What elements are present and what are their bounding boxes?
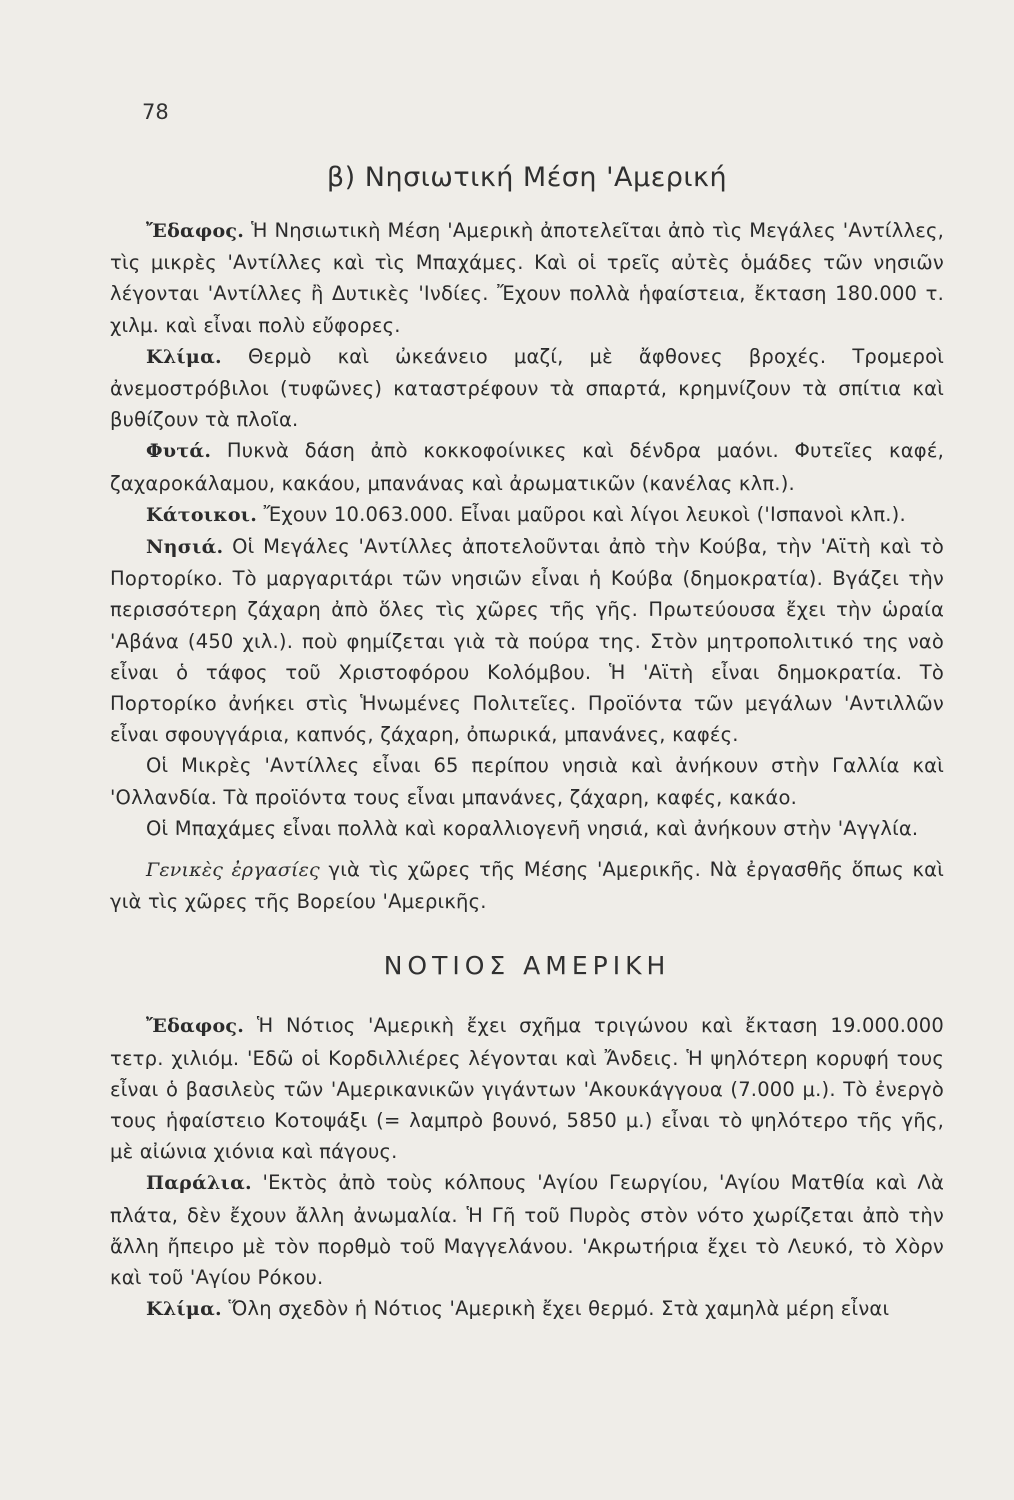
paragraph-text: 'Εκτὸς ἀπὸ τοὺς κόλπους 'Αγίου Γεωργίου, 'Αγίου Ματθία καὶ Λὰ πλάτα, δὲν ἔχουν ἄλλη ἀνωμαλία. Ἡ Γῆ τοῦ Πυρὸς στὸν νότο χωρίζεται ἀπὸ τὴν ἄλλη ἤπειρο μὲ τὸν πορθμὸ τοῦ Μαγγελάνου. 'Ακρωτήρια ἔχει τὸ Λευκό, τὸ Χὸρν καὶ τοῦ 'Αγίου Ρόκου. xyxy=(110,1171,945,1290)
paragraph-text: Οἱ Μικρὲς 'Αντίλλες εἶναι 65 περίπου νησιὰ καὶ ἀνήκουν στὴν Γαλλία καὶ 'Ολλανδία. Τὰ προϊόντα τους εἶναι μπανάνες, ζάχαρη, καφές, κακάο. xyxy=(110,754,944,809)
paragraph-plants xyxy=(110,435,944,498)
paragraph-lead: Κλίμα. xyxy=(146,1298,222,1321)
paragraph-lead: Ἔδαφος. xyxy=(146,1015,245,1038)
page-number: 78 xyxy=(142,100,169,124)
paragraph-islands xyxy=(110,531,944,750)
paragraph-text: Ἡ Νησιωτικὴ Μέση 'Αμερικὴ ἀποτελεῖται ἀπὸ τὶς Μεγάλες 'Αντίλλες, τὶς μικρὲς 'Αντίλλες καὶ τὶς Μπαχάμες. Καὶ οἱ τρεῖς αὐτὲς ὁμάδες τῶν νησιῶν λέγονται 'Αντίλλες ἢ Δυτικὲς 'Ινδίες. Ἔχουν πολλὰ ἡφαίστεια, ἔκταση 180.000 τ. χιλμ. καὶ εἶναι πολὺ εὔφορες. xyxy=(110,219,944,337)
paragraph-south-coasts xyxy=(110,1167,944,1293)
paragraph-south-soil xyxy=(110,1010,944,1167)
paragraph-general-tasks xyxy=(110,854,944,917)
paragraph-lead: Φυτά. xyxy=(146,440,212,463)
paragraph-climate xyxy=(110,341,944,436)
chapter-heading: ΝΟΤΙΟΣ ΑΜΕΡΙΚΗ xyxy=(383,951,671,981)
paragraph-lead: Παράλια. xyxy=(146,1172,252,1195)
paragraph-text: Ἡ Νότιος 'Αμερικὴ ἔχει σχῆμα τριγώνου καὶ ἔκταση 19.000.000 τετρ. χιλιόμ. 'Εδῶ οἱ Κορδιλλιέρες λέγονται καὶ Ἄνδεις. Ἡ ψηλότερη κορυφή τους εἶναι ὁ βασιλεὺς τῶν 'Αμερικανικῶν γιγάντων 'Ακουκάγγουα (7.000 μ.). Τὸ ἐνεργὸ τους ἡφαίστειο Κοτοψάξι (= λαμπρὸ βουνό, 5850 μ.) εἶναι τὸ ψηλότερο τῆς γῆς, μὲ αἰώνια χιόνια καὶ πάγους. xyxy=(110,1014,944,1164)
paragraph-text: Οἱ Μεγάλες 'Αντίλλες ἀποτελοῦνται ἀπὸ τὴν Κούβα, τὴν 'Αϊτὴ καὶ τὸ Πορτορίκο. Τὸ μαργαριτάρι τῶν νησιῶν εἶναι ἡ Κούβα (δημοκρατία). Βγάζει τὴν περισσότερη ζάχαρη ἀπὸ ὅλες τὶς χῶρες τῆς γῆς. Πρωτεύουσα ἔχει τὴν ὡραία 'Αβάνα (450 χιλ.). ποὺ φημίζεται γιὰ τὰ πούρα της. Στὸν μητροπολιτικό της ναὸ εἶναι ὁ τάφος τοῦ Χριστοφόρου Κολόμβου. Ἡ 'Αϊτὴ εἶναι δημοκρατία. Τὸ Πορτορίκο ἀνήκει στὶς Ἡνωμένες Πολιτεῖες. Προϊόντα τῶν μεγάλων 'Αντιλλῶν εἶναι σφουγγάρια, καπνός, ζάχαρη, ὀπωρικά, μπανάνες, καφές. xyxy=(110,535,944,747)
chapter-body xyxy=(110,1010,944,1325)
paragraph-bahamas xyxy=(110,813,944,844)
paragraph-lesser-antilles xyxy=(110,750,944,812)
paragraph-text: Οἱ Μπαχάμες εἶναι πολλὰ καὶ κοραλλιογενῆ νησιά, καὶ ἀνήκουν στὴν 'Αγγλία. xyxy=(146,816,919,840)
paragraph-inhabitants xyxy=(110,499,944,531)
paragraph-lead: Κάτοικοι. xyxy=(146,503,258,526)
paragraph-lead: Γενικὲς ἐργασίες xyxy=(146,859,320,882)
paragraph-text: Θερμὸ καὶ ὠκεάνειο μαζί, μὲ ἄφθονες βροχές. Τρομεροὶ ἀνεμοστρόβιλοι (τυφῶνες) καταστρέφουν τὰ σπαρτά, κρημνίζουν τὰ σπίτια καὶ βυθίζουν τὰ πλοῖα. xyxy=(110,344,944,432)
paragraph-text: γιὰ τὶς χῶρες τῆς Μέσης 'Αμερικῆς. Νὰ ἐργασθῆς ὅπως καὶ γιὰ τὶς χῶρες τῆς Βορείου 'Αμερικῆς. xyxy=(110,858,944,914)
paragraph-text: Ἔχουν 10.063.000. Εἶναι μαῦροι καὶ λίγοι λευκοὶ ('Ισπανοὶ κλπ.). xyxy=(263,502,906,526)
paragraph-south-climate xyxy=(110,1293,944,1325)
paragraph-text: Ὅλη σχεδὸν ἡ Νότιος 'Αμερικὴ ἔχει θερμό. Στὰ χαμηλὰ μέρη εἶναι xyxy=(228,1297,890,1321)
section-body xyxy=(110,215,944,917)
paragraph-lead: Κλίμα. xyxy=(146,345,222,368)
paragraph-lead: Νησιά. xyxy=(146,536,224,559)
paragraph-lead: Ἔδαφος. xyxy=(146,220,245,242)
section-heading: β) Νησιωτική Μέση 'Αμερική xyxy=(326,162,728,193)
paragraph-soil xyxy=(110,215,944,341)
paragraph-text: Πυκνὰ δάση ἀπὸ κοκκοφοίνικες καὶ δένδρα μαόνι. Φυτεῖες καφέ, ζαχαροκάλαμου, κακάου, μπανάνας καὶ ἀρωματικῶν (κανέλας κλπ.). xyxy=(110,439,944,495)
